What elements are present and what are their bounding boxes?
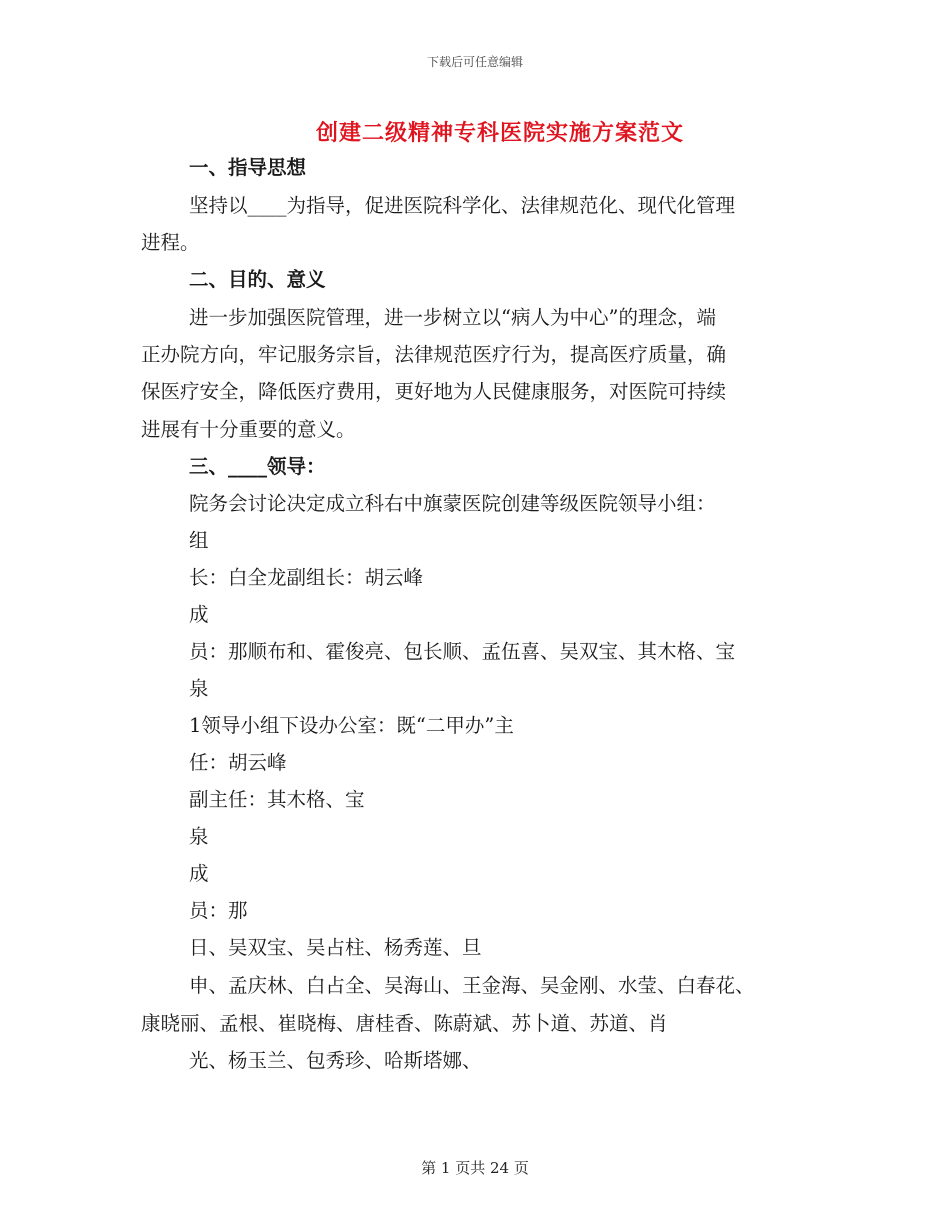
heading-leadership: 三、____领导： [189,455,326,478]
body-line: 光、杨玉兰、包秀珍、哈斯塔娜、 [189,1049,482,1072]
document-title: 创建二级精神专科医院实施方案范文 [315,120,684,146]
body-line: 保医疗安全，降低医疗费用，更好地为人民健康服务，对医院可持续 [141,380,727,403]
body-line: 康晓丽、孟根、崔晓梅、唐桂香、陈蔚斌、苏卜道、苏道、肖 [141,1012,668,1035]
page-header-note: 下载后可任意编辑 [426,55,523,69]
body-line: 坚持以____为指导，促进医院科学化、法律规范化、现代化管理 [189,194,736,217]
body-line: 院务会讨论决定成立科右中旗蒙医院创建等级医院领导小组： [189,492,716,515]
body-line: 日、吴双宝、吴占柱、杨秀莲、旦 [189,936,482,959]
body-line: 员：那 [189,899,248,922]
body-line: 组 [189,529,209,552]
body-line: 泉 [189,825,209,848]
body-line: 泉 [189,677,209,700]
body-line: 长：白全龙副组长：胡云峰 [189,566,424,589]
body-line: 申、孟庆林、白占全、吴海山、王金海、吴金刚、水莹、白春花、 [189,974,755,997]
body-line: 成 [189,862,209,885]
body-line: 成 [189,603,209,626]
heading-guiding-ideology: 一、指导思想 [189,156,307,179]
body-line: 进一步加强医院管理，进一步树立以“病人为中心”的理念，端 [189,306,716,329]
body-line: 进程。 [141,231,200,254]
body-line: 1领导小组下设办公室：既“二甲办”主 [189,714,514,737]
heading-purpose: 二、目的、意义 [189,268,326,291]
body-line: 员：那顺布和、霍俊亮、包长顺、孟伍喜、吴双宝、其木格、宝 [189,640,736,663]
body-line: 副主任：其木格、宝 [189,788,365,811]
body-line: 进展有十分重要的意义。 [141,418,356,441]
body-line: 任：胡云峰 [189,751,287,774]
body-line: 正办院方向，牢记服务宗旨，法律规范医疗行为，提高医疗质量，确 [141,343,727,366]
page-footer-page-number: 第 1 页共 24 页 [421,1159,529,1177]
